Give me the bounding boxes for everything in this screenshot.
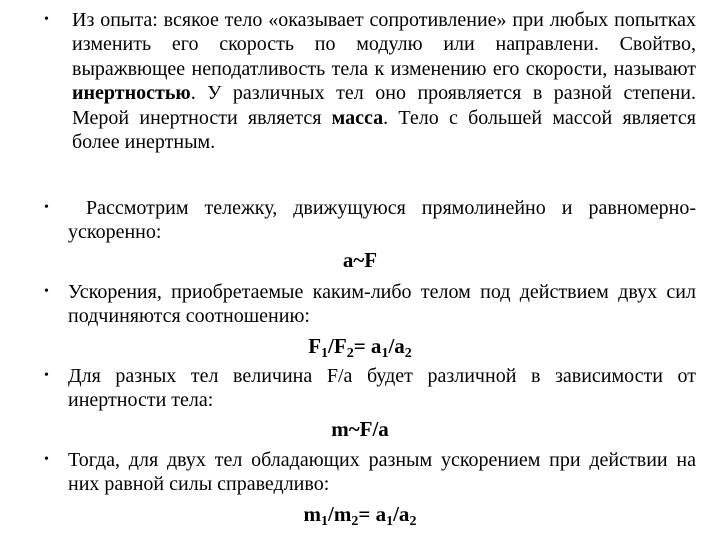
formula-part: /F [328,334,347,358]
term-mass: масса [331,106,384,129]
formula-subscript: 2 [409,514,417,529]
bullet-1: • [44,12,49,27]
formula-subscript: 1 [386,514,394,529]
formula-subscript: 2 [346,346,354,361]
paragraph-accelerations [68,280,696,329]
bullet-4: • [44,368,49,383]
paragraph-text: . У различных тел оно проявляется в разной степени. Мерой инертности является [72,82,696,129]
formula-subscript: 1 [321,514,329,529]
formula-text: m~F/a [331,417,389,441]
formula-part: = a [358,502,387,526]
bullet-5: • [44,452,49,467]
formula-subscript: 1 [321,346,329,361]
formula-part: /m [328,502,352,526]
formula-a-proportional-f [0,247,720,273]
formula-mass-ratio [0,501,720,527]
paragraph-text: . Тело с большей массой является более инертным. [72,106,696,154]
paragraph-f-over-a [68,364,696,413]
formula-force-ratio [0,333,720,359]
paragraph-text: Тогда, для двух тел обладающих разным ускорением при действии на них равной силы справедливо: [68,449,696,496]
formula-text: a~F [342,248,378,272]
term-inertia: инертностью [72,82,191,105]
formula-subscript: 2 [404,346,412,361]
formula-part: /a [393,502,410,526]
paragraph-cart [68,196,696,245]
formula-part: F [308,334,322,358]
formula-subscript: 2 [351,514,359,529]
paragraph-text: Для разных тел величина F/a будет различной в зависимости от инертности тела: [68,365,696,412]
formula-part: = a [353,334,382,358]
formula-subscript: 1 [381,346,389,361]
bullet-2: • [44,200,49,215]
paragraph-two-bodies [68,448,696,497]
formula-part: /a [388,334,405,358]
paragraph-text: Из опыта: всякое тело «оказывает сопротивление» при любых попытках изменить его скорость по модулю или направлени. Свойтво, выражвющее неподатливость тела к изменению его скорости, называют [72,9,696,80]
formula-m-proportional [0,416,720,442]
paragraph-inertia-definition [72,8,696,154]
formula-part: m [303,502,322,526]
paragraph-text: Рассмотрим тележку, движущуюся прямолинейно и равномерно-ускоренно: [68,197,696,244]
bullet-3: • [44,284,49,299]
paragraph-text: Ускорения, приобретаемые каким-либо телом под действием двух сил подчиняются соотношению: [68,281,696,328]
